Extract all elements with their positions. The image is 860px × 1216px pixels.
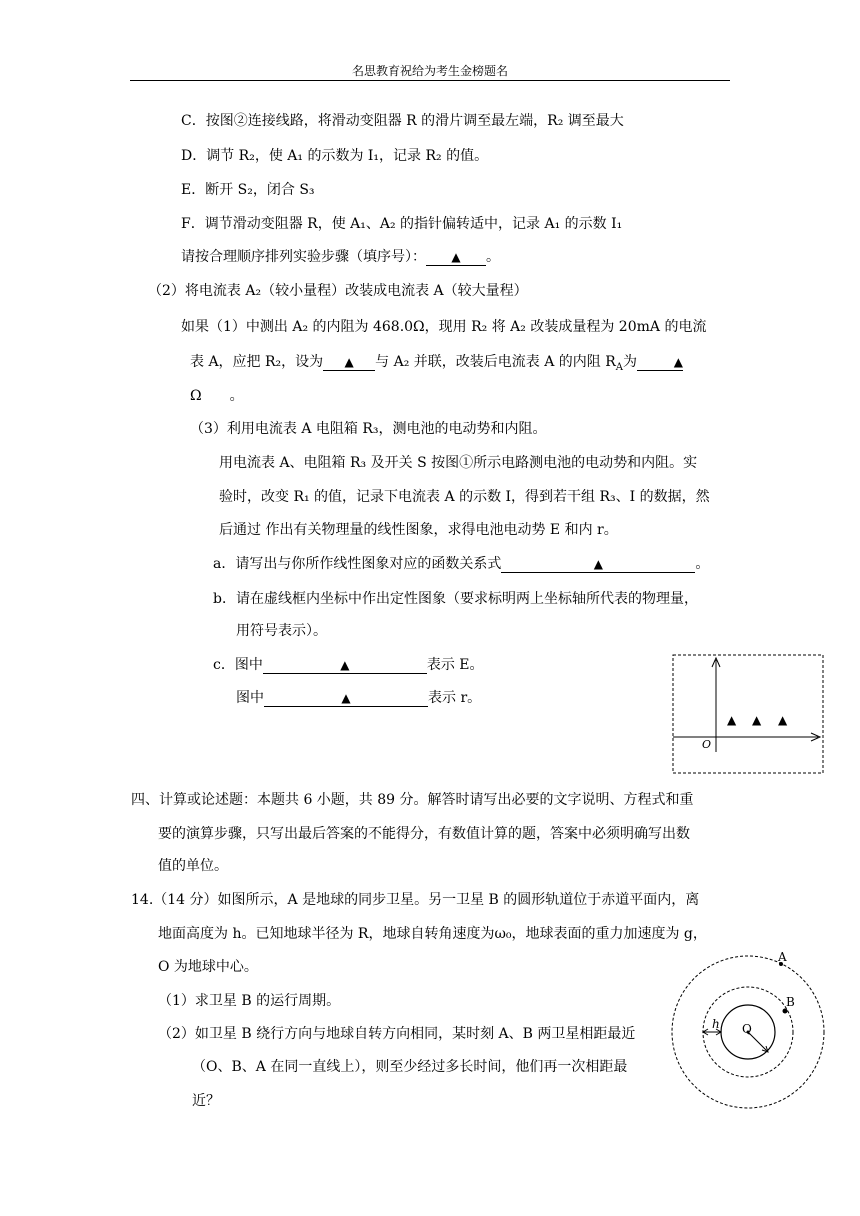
step-order-suffix: 。 — [486, 249, 500, 265]
satellite-a-label: A — [778, 950, 787, 964]
orbit-figure — [666, 950, 836, 1120]
part3-line3: 后通过 作出有关物理量的线性图象，求得电池电动势 E 和内 r。 — [219, 522, 618, 538]
section4-line2: 要的演算步骤，只写出最后答案的不能得分，有数值计算的题，答案中必须明确写出数 — [158, 826, 690, 842]
part3-c1-suffix: 表示 E。 — [426, 657, 484, 673]
header-rule — [130, 80, 730, 81]
step-order-prefix: 请按合理顺序排列实验步骤（填序号）： — [181, 249, 426, 265]
step-f: F．调节滑动变阻器 R，使 A₁、A₂ 的指针偏转适中，记录 A₁ 的示数 I₁ — [181, 216, 623, 232]
graph-dashed-frame — [673, 655, 823, 773]
answer-blank-r — [264, 690, 428, 707]
part2-line2-c: 为 — [623, 354, 638, 370]
step-c: C．按图②连接线路，将滑动变阻器 R 的滑片调至最左端，R₂ 调至最大 — [181, 113, 624, 129]
part2-title: （2）将电流表 A₂（较小量程）改装成电流表 A（较大量程） — [148, 283, 528, 299]
part3-b2: 用符号表示）。 — [236, 623, 327, 639]
part3-a — [213, 555, 709, 573]
part2-line2 — [190, 353, 730, 377]
part3-c2-suffix: 表示 r。 — [428, 690, 482, 706]
graph-figure — [668, 652, 828, 776]
step-e: E．断开 S₂，闭合 S₃ — [181, 182, 315, 198]
step-d: D．调节 R₂，使 A₁ 的示数为 I₁，记录 R₂ 的值。 — [181, 148, 489, 164]
earth-center-label: Q — [742, 1022, 752, 1036]
answer-blank-order — [426, 249, 486, 266]
part3-a-text: a．请写出与你所作线性图象对应的函数关系式 — [213, 556, 502, 572]
blank-mark: ▲ — [673, 355, 684, 369]
page-header: 名思教育祝给为考生金榜题名 — [351, 64, 508, 78]
q14-sub1: （1）求卫星 B 的运行周期。 — [158, 993, 341, 1009]
satellite-b-label: B — [786, 995, 795, 1009]
section4-line1: 四、计算或论述题：本题共 6 小题，共 89 分。解答时请写出必要的文字说明、方程式和重 — [131, 792, 694, 808]
answer-blank-ra — [637, 354, 683, 371]
answer-blank-function — [501, 556, 695, 573]
h-label: h — [712, 1017, 720, 1031]
blank-mark: ▲ — [451, 250, 461, 264]
q14-line3: O 为地球中心。 — [158, 959, 258, 975]
satellite-b-dot — [783, 1009, 788, 1014]
part3-title: （3）利用电流表 A 电阻箱 R₃，测电池的电动势和内阻。 — [190, 421, 547, 437]
part2-line3: Ω 。 — [190, 388, 244, 404]
part3-b1: b．请在虚线框内坐标中作出定性图象（要求标明两上坐标轴所代表的物理量， — [213, 591, 698, 607]
blank-mark: ▲ — [341, 691, 351, 705]
part3-c2-prefix: 图中 — [236, 690, 264, 706]
part2-line2-b: 与 A₂ 并联，改装后电流表 A 的内阻 R — [375, 354, 616, 370]
q14-line1: 14.（14 分）如图所示，A 是地球的同步卫星。另一卫星 B 的圆形轨道位于赤道平面内，离 — [131, 892, 700, 908]
blank-mark: ▲ — [593, 557, 603, 571]
part3-line2: 验时，改变 R₁ 的值，记录下电流表 A 的示数 I，得到若干组 R₃、I 的数据，然 — [219, 489, 710, 505]
part3-c2 — [236, 689, 481, 707]
part2-line1: 如果（1）中测出 A₂ 的内阻为 468.0Ω，现用 R₂ 将 A₂ 改装成量程为 20mA 的电流 — [181, 319, 707, 335]
part3-a-suffix: 。 — [695, 556, 710, 572]
blank-mark: ▲ — [340, 658, 350, 672]
blank-mark: ▲ — [344, 355, 354, 369]
part2-line2-sub: A — [615, 361, 624, 373]
q14-line2: 地面高度为 h。已知地球半径为 R，地球自转角速度为ω₀，地球表面的重力加速度为 g， — [158, 926, 707, 942]
answer-blank-e — [263, 657, 427, 674]
q14-sub2-line1: （2）如卫星 B 绕行方向与地球自转方向相同，某时刻 A、B 两卫星相距最近 — [158, 1026, 636, 1042]
part3-c1 — [213, 656, 484, 674]
section4-line3: 值的单位。 — [158, 858, 228, 874]
part3-c1-prefix: c．图中 — [213, 657, 263, 673]
graph-mark: ▲ — [752, 713, 762, 727]
graph-mark: ▲ — [727, 713, 737, 727]
graph-mark: ▲ — [778, 713, 788, 727]
q14-sub2-line2: （O、B、A 在同一直线上），则至少经过多长时间，他们再一次相距最 — [192, 1059, 628, 1075]
part3-line1: 用电流表 A、电阻箱 R₃ 及开关 S 按图①所示电路测电池的电动势和内阻。实 — [219, 455, 698, 471]
step-order — [181, 248, 500, 266]
q14-sub2-line3: 近？ — [192, 1093, 220, 1109]
part2-line2-a: 表 A，应把 R₂，设为 — [190, 354, 324, 370]
answer-blank-r2 — [323, 354, 375, 371]
graph-origin-label: O — [702, 738, 712, 751]
